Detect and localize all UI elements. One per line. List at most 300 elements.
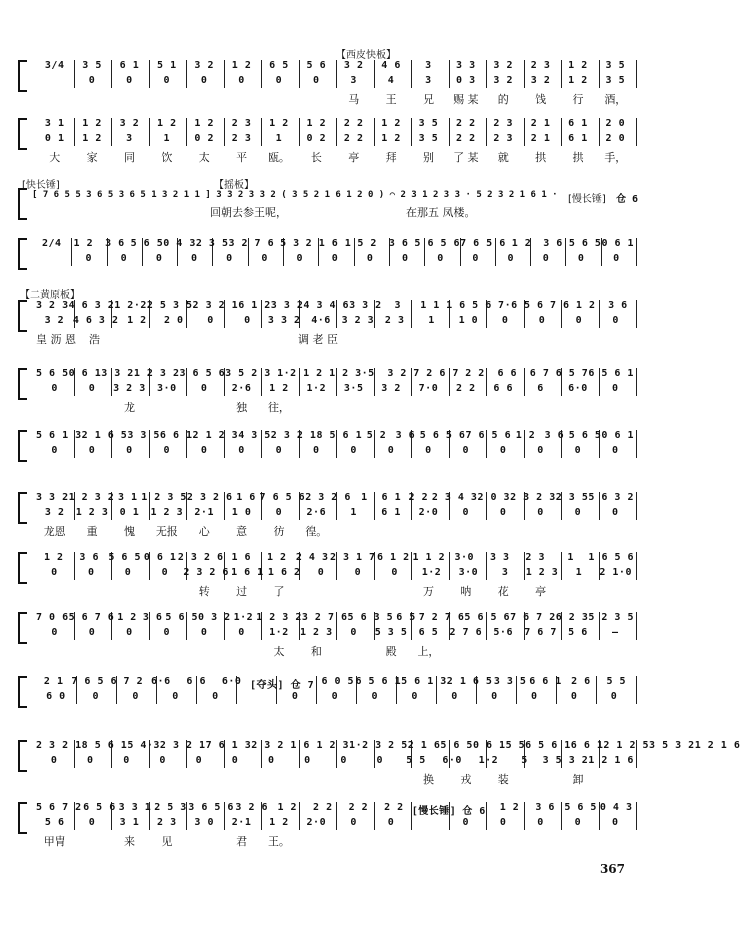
melody-note: 3 6 5 6 — [179, 368, 226, 379]
lyric-syllable: 和 — [310, 645, 322, 658]
accompaniment-note: 3 2 — [493, 75, 513, 86]
accompaniment-note: 0 — [87, 567, 95, 578]
melody-note: 3 1 — [44, 118, 65, 129]
accompaniment-note: 0 — [231, 755, 239, 766]
accompaniment-note: 3·5 — [343, 383, 364, 394]
accompaniment-note: 1 2 3 — [150, 507, 184, 518]
lyric-syllable — [335, 399, 372, 415]
accompaniment-note: 3·0 — [458, 567, 479, 578]
lyric-syllable — [36, 91, 73, 107]
accompaniment-note: 0 — [132, 691, 139, 702]
bar-line — [636, 300, 637, 328]
melody-note: 7 0 6 — [36, 612, 69, 623]
lyric-syllable — [73, 399, 110, 415]
accompaniment-note — [36, 253, 71, 264]
lyric-syllable — [522, 399, 559, 415]
lyric-syllable — [449, 331, 486, 347]
accompaniment-note: 0 — [451, 691, 458, 702]
lyric-syllable: 无报 — [155, 525, 178, 538]
accompaniment-row — [36, 445, 634, 456]
melody-note: 2 2 — [456, 118, 476, 129]
lyric-syllable — [73, 833, 110, 849]
lyric-syllable: 心 — [198, 525, 210, 538]
melody-note: 1 6 5 6 — [588, 552, 635, 563]
lyric-syllable: 戎 — [460, 773, 472, 786]
lyric-syllable: 太 — [198, 151, 210, 164]
accompaniment-note: 0 — [462, 445, 470, 456]
melody-note: 3 3 5 — [127, 430, 160, 441]
melody-note: 1 2 1 2 — [303, 368, 349, 379]
lyric-syllable: 装 — [497, 773, 509, 786]
lyric-syllable — [186, 91, 223, 107]
melody-note: 3 2 — [119, 118, 140, 129]
accompaniment-note: 3 5 3 2 — [542, 755, 589, 766]
accompaniment-note: 0 — [317, 567, 325, 578]
lyric-syllable — [335, 833, 372, 849]
lyric-syllable — [559, 399, 596, 415]
lyric-syllable: 上， — [417, 645, 440, 658]
accompaniment-note: 0 — [462, 817, 470, 828]
lyric-syllable: 的 — [497, 93, 509, 106]
accompaniment-row — [36, 383, 634, 394]
accompaniment-note: 0 — [354, 567, 362, 578]
melody-note: 2 1 — [43, 676, 64, 687]
melody-note: 6 5 7 — [555, 368, 589, 379]
accompaniment-note: 0 — [612, 445, 619, 456]
lyric-syllable — [597, 833, 634, 849]
accompaniment-note: 0 — [472, 253, 479, 264]
score-system — [18, 802, 636, 846]
lyric-syllable — [73, 583, 110, 599]
score-system — [18, 118, 636, 162]
melody-note: 6 0 5 — [321, 676, 355, 687]
lyric-syllable: 了 — [273, 585, 285, 598]
melody-note: 2 0 — [605, 118, 626, 129]
accompaniment-note: 6 — [537, 383, 544, 394]
accompaniment-note: 0 — [499, 445, 507, 456]
lyric-syllable: 徨。 — [305, 525, 328, 538]
melody-note: 5 2 — [366, 430, 387, 441]
melody-note: 4 6 3 2 — [68, 300, 115, 311]
lyric-syllable: 拜 — [385, 151, 397, 164]
accompaniment-note: 1·2 — [269, 627, 289, 638]
accompaniment-note: 0 — [200, 627, 208, 638]
lyric-row — [36, 643, 634, 659]
lyric-row — [36, 399, 634, 415]
accompaniment-row — [36, 691, 634, 702]
accompaniment-note: 6 5 — [418, 627, 439, 638]
melody-note: 6 5 6 1 — [355, 676, 402, 687]
lyric-syllable — [148, 643, 185, 659]
accompaniment-note: 0 — [537, 817, 544, 828]
lyric-syllable — [410, 399, 447, 415]
melody-note: 2 4 3 — [295, 552, 329, 563]
melody-note: 3 6 — [79, 552, 99, 563]
lyric-syllable: 家 — [86, 151, 98, 164]
accompaniment-note: 2 3 — [384, 315, 405, 326]
system-brace — [18, 492, 27, 524]
accompaniment-note: 0 — [88, 817, 96, 828]
accompaniment-note: 2·6 — [306, 507, 327, 518]
melody-note: 5 6 3 2 — [588, 492, 634, 503]
accompaniment-note: 0 — [159, 755, 166, 766]
accompaniment-note: 5·6 — [493, 627, 513, 638]
lyric-syllable — [485, 523, 522, 539]
melody-note: 1 2 — [157, 118, 177, 129]
accompaniment-note: 0 — [123, 755, 130, 766]
accompaniment-note: 0 — [542, 253, 550, 264]
melody-note: 1 2 — [381, 118, 401, 129]
accompaniment-note: 0 — [376, 755, 384, 766]
melody-note: 1 2 — [231, 60, 252, 71]
melody-row — [36, 492, 634, 503]
score-system — [18, 552, 636, 596]
lyric-syllable — [338, 331, 375, 347]
melody-note: 2 3 2 6 — [177, 552, 224, 563]
accompaniment-note: 0 — [313, 445, 320, 456]
lyric-syllable — [186, 399, 223, 415]
lyric-syllable: 行 — [572, 93, 584, 106]
melody-note: 8 5 6 1 — [81, 740, 128, 751]
lyric-syllable: 见 — [161, 835, 173, 848]
lyric-syllable: 君 — [236, 835, 248, 848]
melody-note: 2 3 — [231, 118, 252, 129]
lyric-syllable: 重 — [86, 525, 98, 538]
accompaniment-note: 2·0 — [306, 817, 327, 828]
accompaniment-row — [36, 75, 634, 86]
melody-note: 3 3 — [489, 552, 510, 563]
melody-note: 5 6 5 6 — [414, 238, 461, 249]
accompaniment-note: 0 — [275, 445, 283, 456]
accompaniment-note: 2 0 — [605, 133, 626, 144]
melody-note: 0 6 1 — [143, 552, 177, 563]
accompaniment-note: 4·6 — [311, 315, 331, 326]
melody-note: 2 2 — [343, 118, 364, 129]
melody-note: 1 2 — [43, 552, 64, 563]
accompaniment-note: 1 2 3 — [300, 627, 333, 638]
accompaniment-note: 0 — [610, 691, 618, 702]
melody-row — [36, 118, 634, 129]
lyric-syllable: 浩 — [89, 333, 100, 346]
accompaniment-note: 0 — [191, 253, 198, 264]
melody-note: 3 2 — [387, 368, 407, 379]
accompaniment-note: 0 — [275, 507, 283, 518]
accompaniment-note: 0 — [172, 691, 179, 702]
melody-note: 1 2 — [511, 238, 532, 249]
lyric-row — [36, 833, 634, 849]
lyric-syllable: 万 — [422, 585, 434, 598]
accompaniment-note: 0 — [212, 691, 219, 702]
melody-note: 5 6 5 — [564, 802, 597, 813]
accompaniment-row — [36, 133, 634, 144]
melody-note: 2 3 2 1 — [159, 740, 206, 751]
melody-note: 3 3 — [456, 60, 476, 71]
section-marker: 【西皮快板】 — [336, 50, 396, 61]
lyric-syllable: 王 — [385, 93, 397, 106]
lyric-syllable — [298, 91, 335, 107]
accompaniment-note: 0 — [371, 691, 379, 702]
accompaniment-note: 6·0 — [568, 383, 588, 394]
melody-note: 1 2 — [266, 552, 287, 563]
lyric-syllable: 调 老 臣 — [298, 333, 338, 346]
accompaniment-note: 0 — [51, 627, 58, 638]
melody-note: 2 1 2 3 — [192, 430, 239, 441]
lyric-syllable: 花 — [497, 585, 509, 598]
accompaniment-note: 1 — [275, 133, 283, 144]
accompaniment-note: 0 — [120, 253, 128, 264]
melody-note: 2 1 2 5 — [603, 740, 650, 751]
score-system — [18, 492, 636, 536]
accompaniment-note: 0 — [163, 445, 171, 456]
accompaniment-note: 0 — [350, 627, 357, 638]
accompaniment-note: 0 — [88, 445, 96, 456]
accompaniment-note: 0 — [85, 253, 93, 264]
lyric-syllable: 长 — [310, 151, 322, 164]
lyric-syllable — [485, 643, 522, 659]
accompaniment-note: 0 — [207, 315, 214, 326]
melody-note: 2 5 3 — [154, 802, 187, 813]
accompaniment-note: 2·6 — [231, 383, 252, 394]
accompaniment-row — [36, 755, 634, 766]
lyric-syllable — [111, 643, 148, 659]
melody-row — [36, 238, 634, 249]
melody-note: 7 6 1 3 — [205, 740, 252, 751]
melody-note: 6·0 — [221, 676, 242, 687]
lyric-syllable — [447, 523, 484, 539]
accompaniment-note: 1 2 — [381, 133, 401, 144]
melody-note: 2 1 6 1 — [305, 238, 352, 249]
system-brace — [18, 552, 27, 584]
melody-note: 1·2 — [233, 612, 254, 623]
lyric-syllable — [187, 331, 224, 347]
lyric-syllable: 过 — [236, 585, 248, 598]
accompaniment-note: 0 — [402, 253, 409, 264]
melody-note: 6 1 — [381, 492, 402, 503]
lyric-syllable — [375, 331, 412, 347]
melody-note: 2 3 5 — [195, 238, 229, 249]
melody-note: 5 6 5 — [108, 552, 141, 563]
accompaniment-note: 0 — [538, 315, 546, 326]
melody-note: 5 6 5 — [568, 238, 602, 249]
melody-note: 3 2 3 — [36, 300, 69, 311]
accompaniment-note: 6 1 — [568, 133, 588, 144]
accompaniment-note: 2 1·0 — [599, 567, 632, 578]
accompaniment-note: 3 — [350, 75, 357, 86]
lyric-syllable — [73, 771, 110, 787]
lyric-syllable: 意 — [236, 525, 248, 538]
accompaniment-note: 0 2 — [194, 133, 214, 144]
lyric-syllable: 酒， — [604, 93, 627, 106]
lyric-syllable: 手， — [604, 151, 627, 164]
melody-note: 3 3 2 — [101, 368, 134, 379]
accompaniment-note: 0 — [499, 507, 507, 518]
accompaniment-row — [36, 315, 634, 326]
accompaniment-note: 0 — [537, 445, 544, 456]
page-number: 367 — [599, 862, 625, 876]
accompaniment-note: 0 — [195, 755, 203, 766]
melody-note: 6 1 2 — [377, 552, 410, 563]
accompaniment-note: 1 0 — [231, 507, 252, 518]
melody-note: 7 6 5 6 — [259, 492, 306, 503]
accompaniment-note: 2 0 — [163, 315, 184, 326]
lyric-syllable — [298, 771, 335, 787]
melody-note: 3 6 — [608, 300, 628, 311]
accompaniment-note: 3 5 — [418, 133, 439, 144]
lyric-syllable — [372, 771, 409, 787]
melody-note: 2 2 — [384, 802, 404, 813]
accompaniment-note: 0 — [313, 75, 320, 86]
bar-line — [636, 612, 637, 640]
melody-note: 5 6 7 6 — [523, 300, 570, 311]
lyric-syllable — [597, 771, 634, 787]
accompaniment-note: 1 2 3 — [525, 567, 559, 578]
accompaniment-note: 0 — [124, 567, 132, 578]
accompaniment-note: 0 — [574, 817, 582, 828]
melody-note: 仓 7 — [290, 680, 315, 691]
accompaniment-note: 0 — [577, 253, 585, 264]
accompaniment-note: 0 — [366, 253, 374, 264]
melody-note: [慢长锤] — [411, 806, 457, 817]
accompaniment-note: 2 1 — [530, 133, 551, 144]
accompaniment-note — [36, 75, 73, 86]
accompaniment-note: 3 2 — [530, 75, 551, 86]
system-brace — [18, 238, 27, 270]
bar-line — [636, 238, 637, 266]
melody-note: 3/4 — [44, 60, 65, 71]
lyric-syllable: 拱 — [572, 151, 584, 164]
accompaniment-note: 3 2 — [44, 507, 65, 518]
melody-note: 5 6 1 3 — [401, 676, 447, 687]
system-brace — [18, 368, 27, 400]
accompaniment-note: 0 — [88, 75, 96, 86]
lyric-syllable: 同 — [123, 151, 135, 164]
melody-note: 1 2 — [73, 238, 94, 249]
accompaniment-row — [36, 567, 634, 578]
accompaniment-note: 0 — [161, 567, 169, 578]
score-system — [18, 430, 636, 474]
bar-line — [636, 60, 637, 88]
accompaniment-row — [36, 627, 634, 638]
accompaniment-note: 0 — [238, 75, 245, 86]
melody-note: 1 2 — [82, 118, 102, 129]
melody-note: 3 6 — [543, 238, 563, 249]
melody-note: 2 3 2 1 6 1 2 3 — [251, 740, 350, 751]
lyric-syllable — [560, 331, 597, 347]
lyric-syllable — [298, 833, 335, 849]
lyric-syllable — [485, 399, 522, 415]
score-system — [18, 50, 636, 106]
melody-note: 1·2 3 2 5 — [349, 740, 408, 751]
bar-line — [636, 552, 637, 580]
melody-note: 2/4 — [41, 238, 62, 249]
melody-note: 0 6 1 — [68, 368, 102, 379]
melody-note: 2 3 2 1 — [270, 430, 317, 441]
accompaniment-note: 3 2 3 — [341, 315, 375, 326]
accompaniment-note: 0 — [267, 755, 275, 766]
score-system — [18, 180, 639, 232]
accompaniment-note: 0 — [537, 507, 544, 518]
lyric-row — [36, 91, 634, 107]
melody-note: 3 5 — [82, 60, 102, 71]
accompaniment-row — [36, 507, 634, 518]
lyric-syllable — [335, 643, 372, 659]
melody-row — [36, 368, 634, 379]
melody-note: 4 6 — [381, 60, 401, 71]
melody-note: 3 2 — [493, 60, 513, 71]
lyric-syllable — [36, 771, 73, 787]
melody-note: 2 2 — [465, 368, 485, 379]
melody-note: 2 1 — [530, 118, 551, 129]
melody-note: 2 0 3 — [477, 492, 511, 503]
lyric-syllable — [412, 331, 449, 347]
melody-note: 1 2 3 2 — [133, 368, 180, 379]
melody-note: 1 — [567, 552, 574, 563]
lyric-syllable — [372, 583, 409, 599]
melody-note: 7 6 5 6 — [465, 430, 512, 441]
score-system — [18, 290, 636, 346]
lyric-syllable: 龙恩 — [43, 525, 66, 538]
accompaniment-note: 0 — [530, 691, 538, 702]
melody-note: 1 2 3 5 — [141, 492, 187, 503]
lyric-syllable — [559, 643, 596, 659]
melody-note: 6 6 1 — [529, 676, 562, 687]
accompaniment-note: 0 — [570, 691, 578, 702]
melody-note: 5 5 — [606, 676, 627, 687]
accompaniment-note: 0 1 — [119, 507, 140, 518]
melody-note: 2 2 — [313, 802, 333, 813]
accompaniment-note: 7 6 7 — [524, 627, 557, 638]
lyric-syllable — [148, 771, 185, 787]
melody-note: 2 3 2 6 — [186, 492, 233, 503]
accompaniment-note: 1 2 3 — [75, 507, 109, 518]
melody-note: 5 2 — [357, 238, 377, 249]
lyric-syllable — [186, 643, 223, 659]
accompaniment-note: 2 3 — [493, 133, 513, 144]
lyric-syllable — [224, 331, 261, 347]
melody-note: 2 3 — [493, 118, 513, 129]
accompaniment-note: 0 — [613, 253, 620, 264]
lyric-syllable — [73, 643, 110, 659]
melody-note: 6 5 — [269, 60, 289, 71]
melody-note: 5 4·3 — [127, 740, 160, 751]
melody-note: 6 6 1 — [159, 430, 193, 441]
lyric-syllable — [335, 583, 372, 599]
melody-note: 6 2 3 — [555, 612, 589, 623]
lyric-syllable: 平 — [236, 151, 248, 164]
system-brace — [18, 802, 27, 834]
melody-note: 1 2 — [575, 300, 596, 311]
lyric-syllable: 愧 — [123, 525, 135, 538]
score-system — [18, 740, 740, 786]
melody-note: 6 6 — [497, 368, 518, 379]
accompaniment-note: 1 2 — [269, 383, 289, 394]
melody-note: 2 2 — [408, 492, 429, 503]
lyric-syllable: 卸 — [572, 773, 584, 786]
melody-note: 仓 6 — [462, 806, 486, 817]
melody-note: 1 2 — [306, 118, 327, 129]
system-brace — [18, 676, 27, 708]
lyric-syllable — [522, 523, 559, 539]
lyric-syllable — [372, 523, 409, 539]
lyric-syllable — [223, 91, 260, 107]
melody-note: 3 2 7 6 — [301, 612, 348, 623]
melody-row — [36, 300, 634, 311]
melody-note: 7 6 5 6 — [460, 238, 506, 249]
accompaniment-note: 1 6 2 — [267, 567, 301, 578]
accompaniment-note: 0 — [499, 817, 507, 828]
lyric-syllable: 大 — [49, 151, 61, 164]
accompaniment-note: 7·0 — [418, 383, 439, 394]
